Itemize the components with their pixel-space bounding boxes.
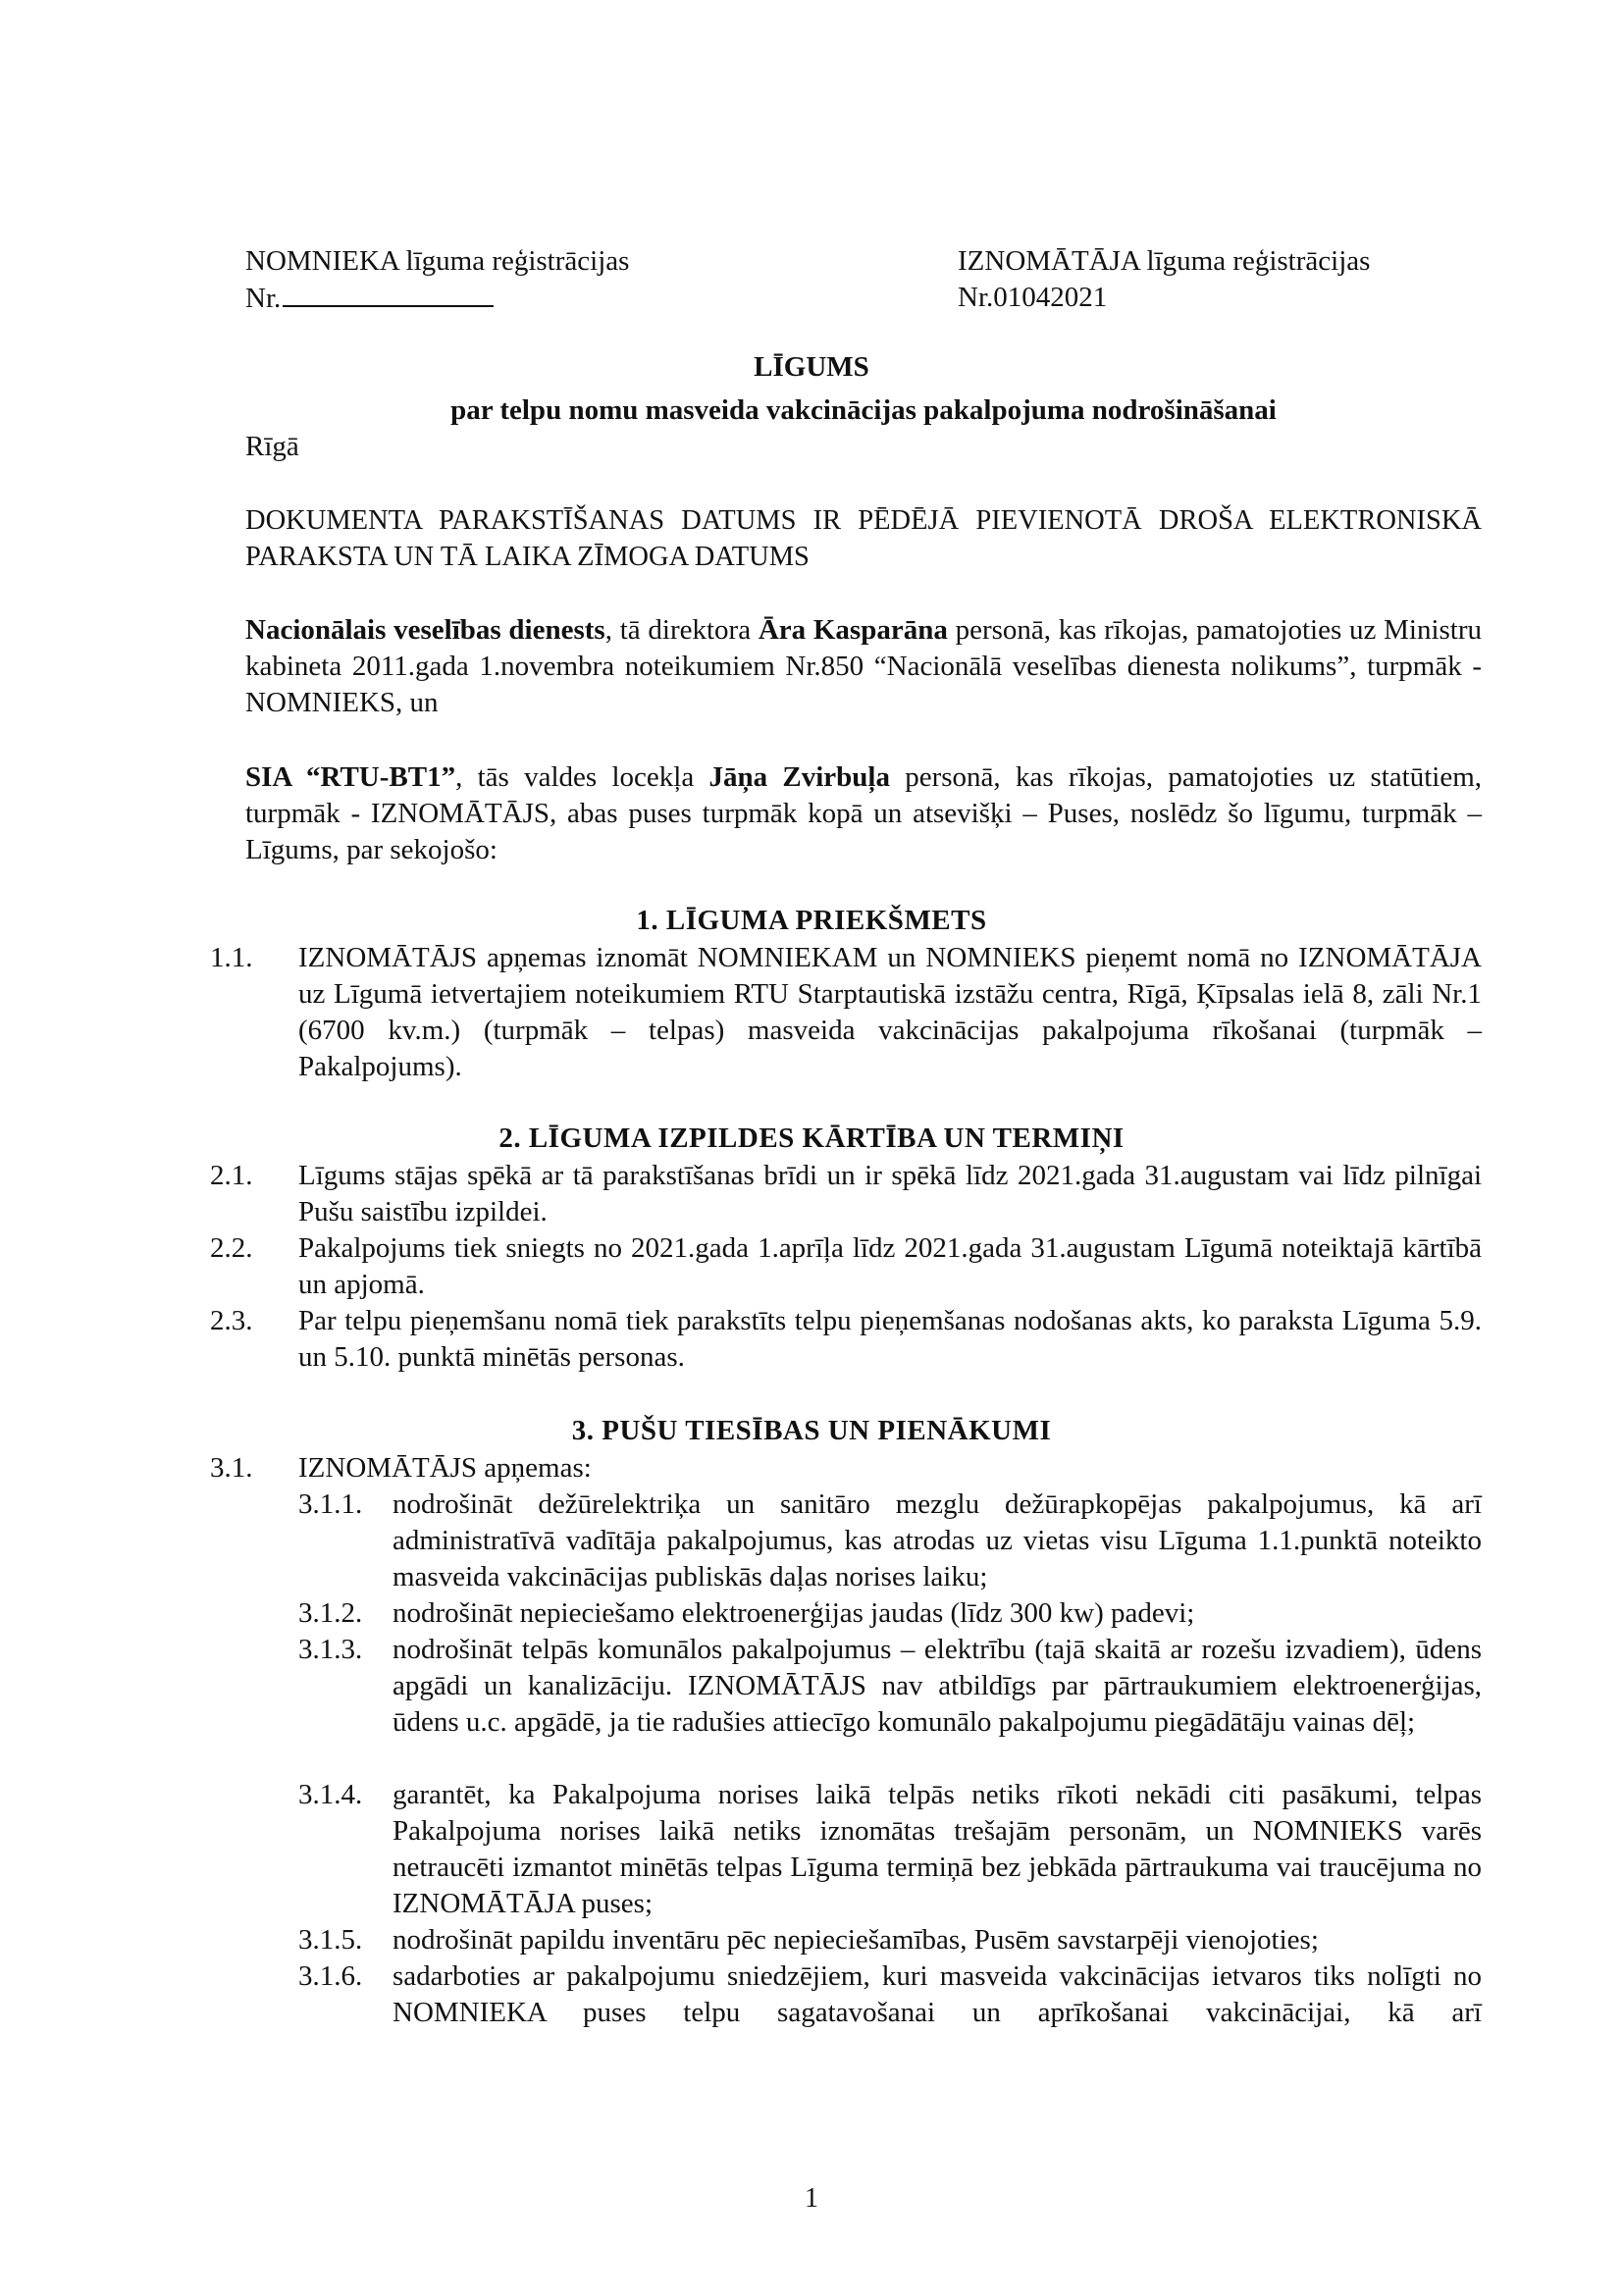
section-1-title: 1. LĪGUMA PRIEKŠMETS (636, 905, 987, 936)
clause-3-1-number: 3.1. (210, 1452, 253, 1484)
party-2-representative: Jāņa Zvirbuļa (708, 761, 890, 793)
lessor-registration-number: Nr.01042021 (958, 282, 1108, 313)
contract-place: Rīgā (245, 431, 299, 462)
clause-3-1-2-text: nodrošināt nepieciešamo elektroenerģijas jaudas (līdz 300 kw) padevi; (393, 1597, 1195, 1629)
lessor-registration-title: IZNOMĀTĀJA līguma reģistrācijas (958, 245, 1371, 277)
clause-2-1-text: Līgums stājas spēkā ar tā parakstīšanas brīdi un ir spēkā līdz 2021.gada 31.augustam vai līdz pilnīgai Pušu saistību izpildei. (298, 1160, 1482, 1227)
party-2-paragraph (245, 759, 1482, 868)
tenant-nr-prefix: Nr. (245, 283, 282, 314)
clause-2-3-number: 2.3. (210, 1305, 253, 1336)
section-2-title: 2. LĪGUMA IZPILDES KĀRTĪBA UN TERMIŅI (498, 1122, 1125, 1154)
party-1-name: Nacionālais veselības dienests (245, 614, 605, 646)
tenant-nr-blank-line (283, 280, 494, 307)
clause-2-1-number: 2.1. (210, 1160, 253, 1191)
party-1-paragraph (245, 612, 1482, 721)
tenant-registration-title: NOMNIEKA līguma reģistrācijas (245, 245, 630, 277)
tenant-registration-label (245, 243, 629, 317)
clause-3-1-text: IZNOMĀTĀJS apņemas: (298, 1452, 592, 1484)
clause-2-2-text: Pakalpojums tiek sniegts no 2021.gada 1.aprīļa līdz 2021.gada 31.augustam Līgumā noteiktajā kārtībā un apjomā. (298, 1232, 1482, 1300)
clause-3-1-4-text: garantēt, ka Pakalpojuma norises laikā telpās netiks rīkoti nekādi citi pasākumi, telpas Pakalpojuma norises laikā netiks iznomātas trešajām personām, un NOMNIEKS varēs netraucēti izmantot minētās telpas Līguma termiņā bez jebkāda pārtraukuma vai traucējuma no IZNOMĀTĀJA puses; (393, 1779, 1482, 1919)
party-2-text-a: , tās valdes locekļa (455, 761, 709, 793)
clause-1-1-text: IZNOMĀTĀJS apņemas iznomāt NOMNIEKAM un NOMNIEKS pieņemt nomā no IZNOMĀTĀJA uz Līgumā ietvertajiem noteikumiem RTU Starptautiskā izstāžu centra, Rīgā, Ķīpsalas ielā 8, zāli Nr.1 (6700 kv.m.) (turpmāk – telpas) masveida vakcinācijas pakalpojuma rīkošanai (turpmāk – Pakalpojums). (298, 942, 1482, 1082)
clause-1-1-number: 1.1. (210, 942, 253, 973)
clause-3-1-4-number: 3.1.4. (298, 1779, 363, 1810)
party-2-name: SIA “RTU-BT1” (245, 761, 456, 793)
clause-3-1-6-number: 3.1.6. (298, 1960, 363, 1992)
clause-3-1-3-number: 3.1.3. (298, 1634, 363, 1665)
clause-3-1-1-number: 3.1.1. (298, 1488, 363, 1520)
clause-2-2-number: 2.2. (210, 1232, 253, 1264)
party-1-text-a: , tā direktora (604, 614, 759, 646)
clause-3-1-6-text: sadarboties ar pakalpojumu sniedzējiem, kuri masveida vakcinācijas ietvaros tiks nolīgti no NOMNIEKA puses telpu sagatavošanai un aprīkošanai vakcinācijai, kā arī (393, 1960, 1482, 2028)
lessor-registration-label (958, 243, 1370, 316)
contract-title: LĪGUMS (754, 351, 869, 383)
clause-2-3-text: Par telpu pieņemšanu nomā tiek parakstīts telpu pieņemšanas nodošanas akts, ko paraksta Līguma 5.9. un 5.10. punktā minētās personas. (298, 1305, 1482, 1373)
party-1-representative: Āra Kasparāna (758, 614, 948, 646)
clause-3-1-3-text: nodrošināt telpās komunālos pakalpojumus – elektrību (tajā skaitā ar rozešu izvadiem), ūdens apgādi un kanalizāciju. IZNOMĀTĀJS nav atbildīgs par pārtraukumiem elektroenerģijas, ūdens u.c. apgādē, ja tie radušies attiecīgo komunālo pakalpojumu piegādātāju vainas dēļ; (393, 1634, 1482, 1738)
party-1-text-b: personā, kas rīkojas, pamatojoties uz Ministru kabineta 2011.gada 1.novembra noteikumiem Nr.850 “Nacionālā veselības dienesta nolikums”, turpmāk - NOMNIEKS, un (245, 614, 1483, 718)
clause-3-1-5-text: nodrošināt papildu inventāru pēc nepieciešamības, Pusēm savstarpēji vienojoties; (393, 1924, 1319, 1956)
page-number: 1 (805, 2183, 818, 2214)
clause-3-1-2-number: 3.1.2. (298, 1597, 363, 1629)
clause-3-1-5-number: 3.1.5. (298, 1924, 363, 1956)
tenant-registration-number (245, 280, 629, 317)
party-2-text-b: personā, kas rīkojas, pamatojoties uz statūtiem, turpmāk - IZNOMĀTĀJS, abas puses turpmāk kopā un atsevišķi – Puses, noslēdz šo līgumu, turpmāk – Līgums, par sekojošo: (245, 761, 1483, 865)
clause-3-1-1-text: nodrošināt dežūrelektriķa un sanitāro mezglu dežūrapkopējas pakalpojumus, kā arī administratīvā vadītāja pakalpojumus, kas atrodas uz vietas visu Līguma 1.1.punktā noteikto masveida vakcinācijas publiskās daļas norises laiku; (393, 1488, 1482, 1592)
signing-date-notice: DOKUMENTA PARAKSTĪŠANAS DATUMS IR PĒDĒJĀ PIEVIENOTĀ DROŠA ELEKTRONISKĀ PARAKSTA UN TĀ LAIKA ZĪMOGA DATUMS (245, 505, 1482, 572)
section-3-title: 3. PUŠU TIESĪBAS UN PIENĀKUMI (571, 1415, 1052, 1446)
contract-subtitle: par telpu nomu masveida vakcinācijas pakalpojuma nodrošināšanai (450, 394, 1277, 426)
